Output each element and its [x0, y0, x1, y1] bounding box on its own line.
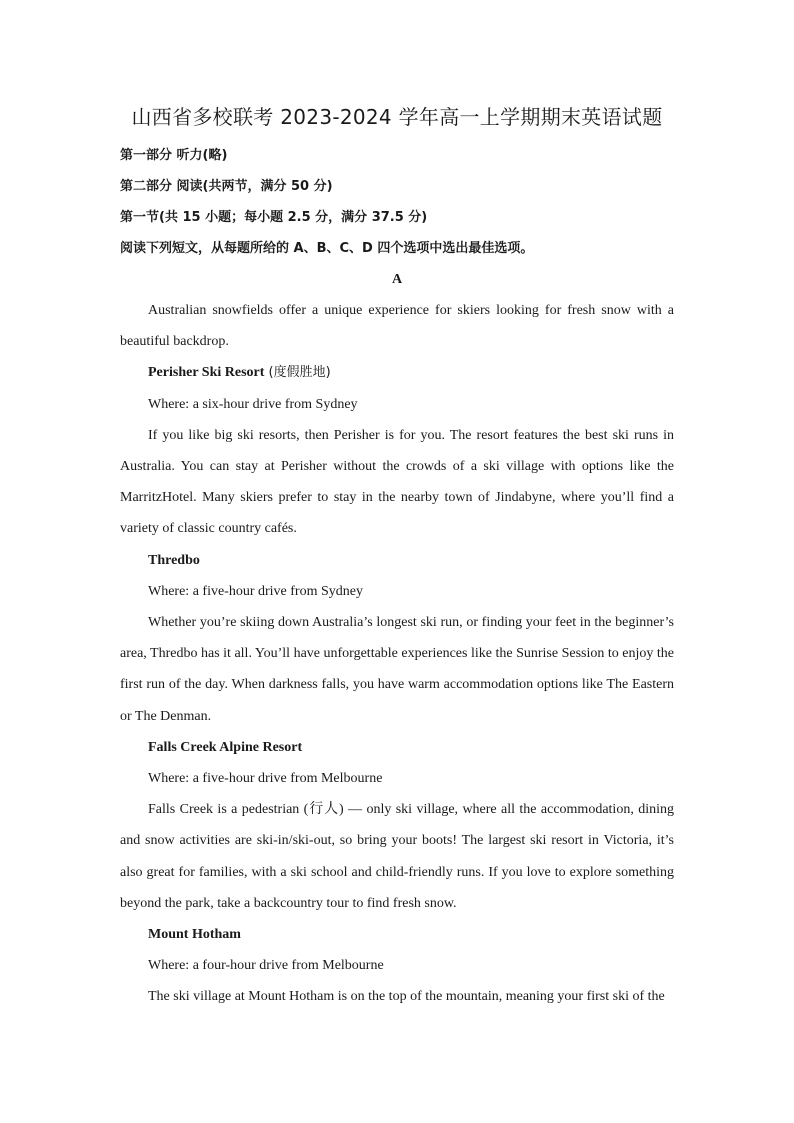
resort-heading: [120, 545, 674, 576]
document-page: [120, 100, 674, 1013]
resort-name: Falls Creek Alpine Resort: [148, 739, 303, 755]
instruction: 阅读下列短文，从每题所给的 A、B、C、D 四个选项中选出最佳选项。: [120, 241, 534, 256]
page-title: 山西省多校联考 2023-2024 学年高一上学期期末英语试题: [131, 105, 663, 129]
resort-note: (度假胜地): [264, 365, 331, 381]
resort-name: Mount Hotham: [148, 927, 241, 943]
intro-paragraph: Australian snowfields offer a unique experience for skiers looking for fresh snow with a beautiful backdrop.: [120, 303, 674, 350]
resort-name: Perisher Ski Resort: [148, 365, 265, 381]
resort-body: The ski village at Mount Hotham is on the top of the mountain, meaning your first ski of the: [148, 989, 665, 1005]
resort-where: Where: a six-hour drive from Sydney: [148, 396, 358, 412]
resort-where: Where: a five-hour drive from Sydney: [148, 583, 363, 599]
resort-heading: [120, 732, 674, 763]
resort-body: If you like big ski resorts, then Perisher is for you. The resort features the best ski runs in Australia. You can stay at Perisher without the crowds of a ski village with options like the MarritzHotel. Many skiers prefer to stay in the nearby town of Jindabyne, where you’ll find a variety of classic country cafés.: [120, 427, 674, 537]
resort-heading: [120, 357, 674, 388]
resort-heading: [120, 919, 674, 950]
resort-where: Where: a four-hour drive from Melbourne: [148, 958, 384, 974]
resort-name: Thredbo: [148, 552, 200, 568]
resort-where: Where: a five-hour drive from Melbourne: [148, 771, 383, 787]
resort-body: Whether you’re skiing down Australia’s longest ski run, or finding your feet in the beginner’s area, Thredbo has it all. You’ll have unforgettable experiences like the Sunrise Session to enjoy the first run of the day. When darkness falls, you have warm accommodation options like The Eastern or The Denman.: [120, 615, 674, 724]
part2-heading: 第二部分 阅读(共两节，满分 50 分): [120, 179, 333, 194]
passage-label: A: [391, 272, 403, 287]
resort-body: Falls Creek is a pedestrian (行人) — only ski village, where all the accommodation, dining and snow activities are ski-in/ski-out, so bring your boots! The largest ski resort in Victoria, it’s also great for families, with a ski school and child-friendly runs. If you love to explore something beyond the park, take a backcountry tour to find fresh snow.: [120, 802, 674, 911]
part1-heading: 第一部分 听力(略): [120, 148, 228, 163]
section1-heading: 第一节(共 15 小题；每小题 2.5 分，满分 37.5 分): [120, 210, 428, 225]
